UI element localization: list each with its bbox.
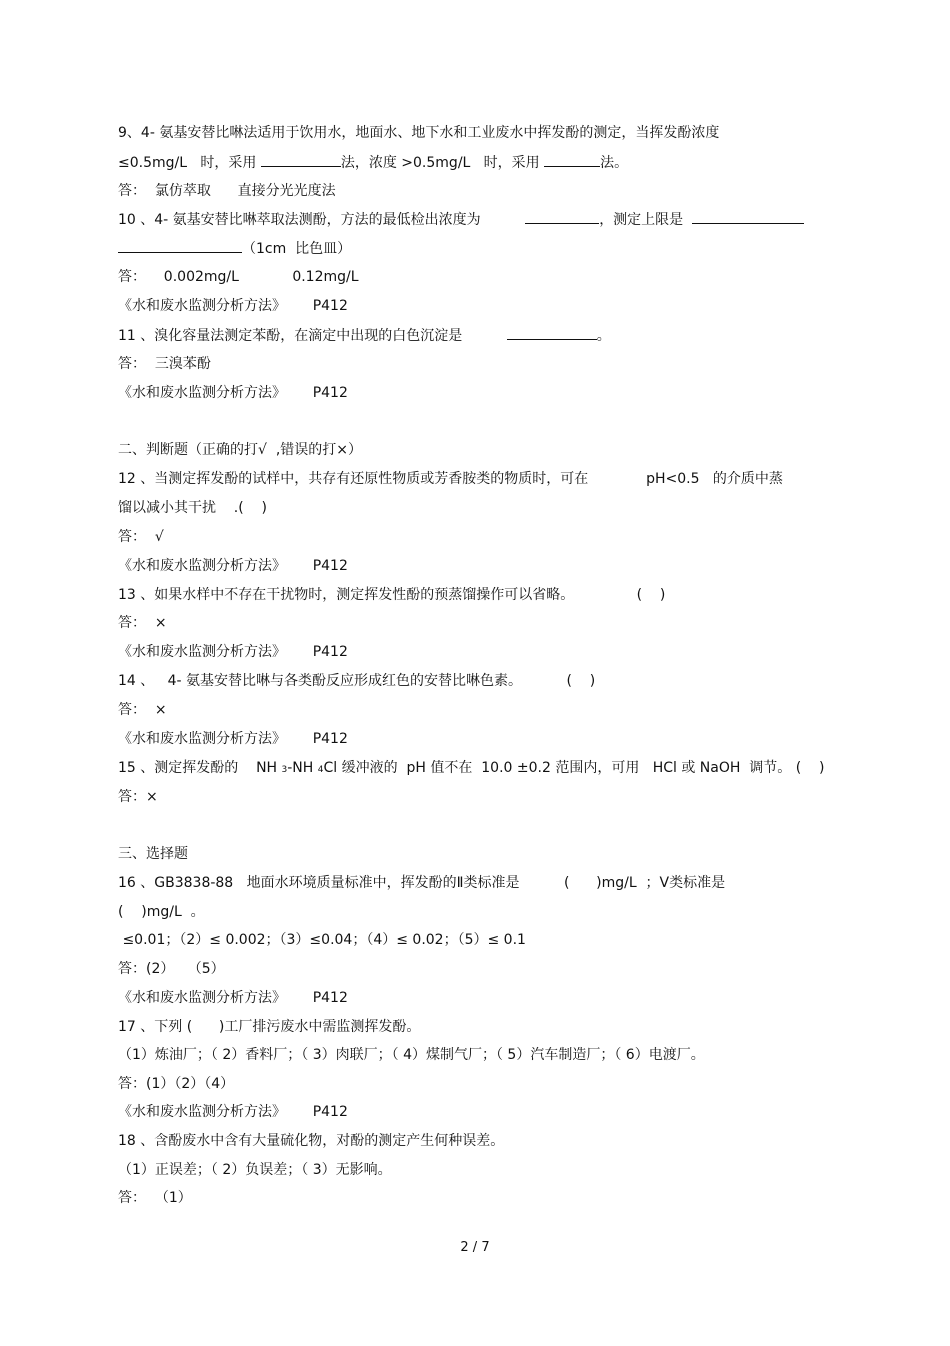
answer-blank — [544, 153, 600, 167]
q10-line1-a: 10 、4- 氨基安替比啉萃取法测酚，方法的最低检出浓度为 — [118, 212, 526, 228]
q17-options: （1）炼油厂；（ 2）香料厂；（ 3）肉联厂；（ 4）煤制气厂；（ 5）汽车制造厂；（ 6）电渡厂。 — [118, 1047, 705, 1063]
q16-source: 《水和废水监测分析方法》 P412 — [118, 990, 348, 1006]
q10-line2 — [118, 239, 351, 258]
q16-line1: 16 、GB3838-88 地面水环境质量标准中，挥发酚的Ⅱ类标准是 ( )mg/L ；Ⅴ类标准是 — [118, 875, 726, 891]
q17-line1: 17 、下列 ( )工厂排污废水中需监测挥发酚。 — [118, 1019, 421, 1035]
q10-line1 — [118, 210, 804, 229]
q10-line2-text: （1cm 比色皿） — [242, 241, 352, 257]
q15-answer: 答：× — [118, 789, 158, 805]
q9-line1: 9、4- 氨基安替比啉法适用于饮用水，地面水、地下水和工业废水中挥发酚的测定，当挥发酚浓度 — [118, 125, 720, 141]
q12-source: 《水和废水监测分析方法》 P412 — [118, 558, 348, 574]
q18-answer: 答： （1） — [118, 1190, 192, 1206]
q15-part1: 15 、测定挥发酚的 NH — [118, 760, 282, 776]
q12-answer: 答： √ — [118, 529, 164, 545]
q9-answer: 答： 氯仿萃取 直接分光光度法 — [118, 183, 336, 199]
q15-part2: -NH — [287, 760, 318, 776]
answer-blank — [261, 153, 341, 167]
q14-line1: 14 、 4- 氨基安替比啉与各类酚反应形成红色的安替比啉色素。 ( ) — [118, 673, 596, 689]
q13-answer: 答： × — [118, 615, 167, 631]
q12-line2: 馏以减小其干扰 .( ) — [118, 500, 267, 516]
page-number: 2 / 7 — [460, 1240, 490, 1255]
answer-blank — [507, 326, 597, 340]
q11-source: 《水和废水监测分析方法》 P412 — [118, 385, 348, 401]
q10-source: 《水和废水监测分析方法》 P412 — [118, 298, 348, 314]
q11-line1-a: 11 、溴化容量法测定苯酚，在滴定中出现的白色沉淀是 — [118, 328, 507, 344]
q16-line2: ( )mg/L 。 — [118, 904, 205, 920]
q10-line1-b: ，测定上限是 — [599, 212, 693, 228]
section-heading-judgment: 二、判断题（正确的打√ ,错误的打×） — [118, 442, 363, 458]
q11-line1 — [118, 326, 611, 345]
q16-answer: 答：(2） （5） — [118, 961, 225, 977]
q12-line1: 12 、当测定挥发酚的试样中，共存有还原性物质或芳香胺类的物质时，可在 pH<0.5 的介质中蒸 — [118, 471, 783, 487]
section-heading-choice: 三、选择题 — [118, 846, 188, 862]
answer-blank — [692, 210, 804, 224]
answer-blank — [525, 210, 599, 224]
q16-options: ≤0.01；（2）≤ 0.002；（3）≤0.04；（4）≤ 0.02；（5）≤ 0.1 — [118, 932, 526, 948]
q11-line1-b: 。 — [596, 328, 611, 344]
q10-answer: 答： 0.002mg/L 0.12mg/L — [118, 269, 359, 285]
q9-line2-b: 法，浓度 >0.5mg/L 时，采用 — [340, 155, 545, 171]
q9-line2-a: ≤0.5mg/L 时，采用 — [118, 155, 261, 171]
q17-source: 《水和废水监测分析方法》 P412 — [118, 1104, 348, 1120]
q14-answer: 答： × — [118, 702, 167, 718]
q13-line1: 13 、如果水样中不存在干扰物时，测定挥发性酚的预蒸馏操作可以省略。 ( ) — [118, 587, 666, 603]
q18-options: （1）正误差；（ 2）负误差；（ 3）无影响。 — [118, 1162, 392, 1178]
q15-subscript-4: 4 — [317, 765, 324, 775]
q15-subscript-3: 3 — [281, 765, 288, 775]
q11-answer: 答： 三溴苯酚 — [118, 356, 211, 372]
q13-source: 《水和废水监测分析方法》 P412 — [118, 644, 348, 660]
q14-source: 《水和废水监测分析方法》 P412 — [118, 731, 348, 747]
q9-line2-c: 法。 — [600, 155, 629, 171]
answer-blank — [118, 239, 242, 253]
q15-part3: Cl 缓冲液的 pH 值不在 10.0 ±0.2 范围内，可用 HCl 或 NaOH 调节。 ( ) — [323, 760, 825, 776]
q18-line1: 18 、含酚废水中含有大量硫化物，对酚的测定产生何种误差。 — [118, 1133, 505, 1149]
q9-line2 — [118, 153, 628, 172]
q15-line1 — [118, 759, 824, 779]
q17-answer: 答：(1）（2）（4） — [118, 1076, 235, 1092]
